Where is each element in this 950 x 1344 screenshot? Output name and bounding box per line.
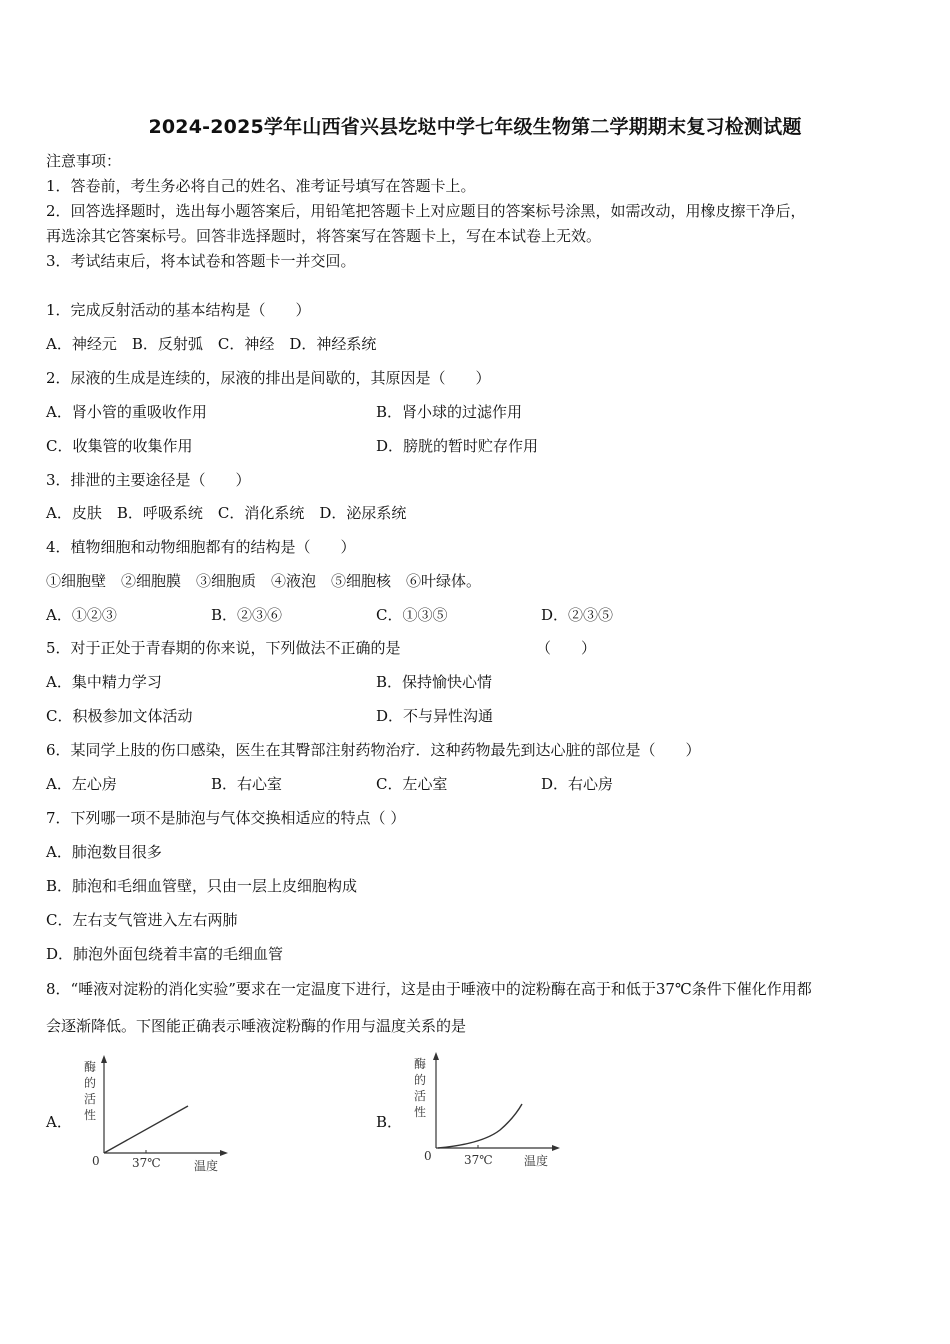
q6-option-b: B．右心室 — [211, 775, 283, 793]
q7-option-b: B．肺泡和毛细血管壁，只由一层上皮细胞构成 — [46, 877, 358, 895]
q5-option-b: B．保持愉快心情 — [376, 673, 493, 691]
graph-a-tick-label: 37℃ — [132, 1156, 161, 1170]
q3-options: A．皮肤 B．呼吸系统 C．消化系统 D．泌尿系统 — [46, 504, 407, 522]
graph-b-curve — [438, 1104, 522, 1148]
q6-option-c: C．左心室 — [376, 775, 448, 793]
q7-stem: 7．下列哪一项不是肺泡与气体交换相适应的特点（ ） — [46, 809, 406, 827]
q4-option-a: A．①②③ — [46, 606, 117, 624]
graph-b-ylabel-3: 活 — [414, 1089, 427, 1103]
graph-a-origin: 0 — [92, 1154, 100, 1168]
q1-options: A．神经元 B．反射弧 C．神经 D．神经系统 — [46, 335, 377, 353]
q8-option-b-label: B． — [376, 1113, 403, 1131]
graph-b-ylabel-4: 性 — [414, 1105, 427, 1119]
q2-stem: 2．尿液的生成是连续的，尿液的排出是间歇的，其原因是（ ） — [46, 369, 491, 387]
q5-stem: 5．对于正处于青春期的你来说，下列做法不正确的是 — [46, 639, 401, 657]
q4-stem: 4．植物细胞和动物细胞都有的结构是（ ） — [46, 538, 356, 556]
q4-list: ①细胞壁 ②细胞膜 ③细胞质 ④液泡 ⑤细胞核 ⑥叶绿体。 — [46, 572, 482, 590]
q1-stem: 1．完成反射活动的基本结构是（ ） — [46, 301, 311, 319]
q6-stem: 6．某同学上肢的伤口感染，医生在其臀部注射药物治疗．这种药物最先到达心脏的部位是（ ） — [46, 741, 701, 759]
q6-option-a: A．左心房 — [46, 775, 117, 793]
graph-b-xlabel: 温度 — [524, 1154, 549, 1168]
q2-option-c: C．收集管的收集作用 — [46, 437, 193, 455]
q4-option-b: B．②③⑥ — [211, 606, 283, 624]
graph-b-tick-label: 37℃ — [464, 1153, 493, 1167]
q2-option-d: D．膀胱的暂时贮存作用 — [376, 437, 539, 455]
graph-a-x-arrow — [220, 1150, 228, 1156]
graph-b-origin: 0 — [424, 1149, 432, 1163]
q4-option-c: C．①③⑤ — [376, 606, 448, 624]
graph-a-ylabel-3: 活 — [84, 1092, 97, 1106]
q8-option-a-label: A． — [46, 1113, 72, 1131]
q5-option-a: A．集中精力学习 — [46, 673, 162, 691]
page-title: 2024-2025学年山西省兴县圪垯中学七年级生物第二学期期末复习检测试题 — [148, 116, 802, 138]
graph-b-ylabel-2: 的 — [414, 1073, 427, 1087]
q2-option-b: B．肾小球的过滤作用 — [376, 403, 523, 421]
q6-option-d: D．右心房 — [541, 775, 614, 793]
graph-b-x-arrow — [552, 1145, 560, 1151]
notice-item-3: 3．考试结束后，将本试卷和答题卡一并交回。 — [46, 252, 356, 270]
q4-option-d: D．②③⑤ — [541, 606, 614, 624]
q8-graph-a — [78, 1055, 238, 1184]
notice-item-2: 2．回答选择题时，选出每小题答案后，用铅笔把答题卡上对应题目的答案标号涂黑，如需改动，用橡皮擦干净后， — [46, 202, 806, 220]
q3-stem: 3．排泄的主要途径是（ ） — [46, 471, 251, 489]
q2-option-a: A．肾小管的重吸收作用 — [46, 403, 207, 421]
q5-option-c: C．积极参加文体活动 — [46, 707, 193, 725]
q5-option-d: D．不与异性沟通 — [376, 707, 494, 725]
q5-answer-paren: （ ） — [536, 639, 597, 657]
notice-item-2-cont: 再选涂其它答案标号。回答非选择题时，将答案写在答题卡上，写在本试卷上无效。 — [46, 227, 602, 245]
graph-a-ylabel-4: 性 — [84, 1108, 97, 1122]
q7-option-a: A．肺泡数目很多 — [46, 843, 162, 861]
q7-option-d: D．肺泡外面包绕着丰富的毛细血管 — [46, 945, 284, 963]
graph-a-ylabel-1: 酶 — [84, 1060, 97, 1074]
q8-stem-line-1: 8．“唾液对淀粉的消化实验”要求在一定温度下进行，这是由于唾液中的淀粉酶在高于和低于37℃条件下催化作用都 — [46, 980, 812, 998]
q8-stem-line-2: 会逐渐降低。下图能正确表示唾液淀粉酶的作用与温度关系的是 — [46, 1017, 467, 1035]
graph-a-curve — [104, 1106, 188, 1153]
q8-graph-b — [410, 1052, 570, 1181]
notice-heading: 注意事项： — [46, 152, 122, 170]
graph-a-ylabel-2: 的 — [84, 1076, 97, 1090]
graph-a-y-arrow — [101, 1055, 107, 1063]
graph-b-ylabel-1: 酶 — [414, 1057, 427, 1071]
notice-item-1: 1．答卷前，考生务必将自己的姓名、准考证号填写在答题卡上。 — [46, 177, 476, 195]
q7-option-c: C．左右支气管进入左右两肺 — [46, 911, 238, 929]
graph-b-y-arrow — [433, 1052, 439, 1060]
graph-a-xlabel: 温度 — [194, 1159, 219, 1173]
